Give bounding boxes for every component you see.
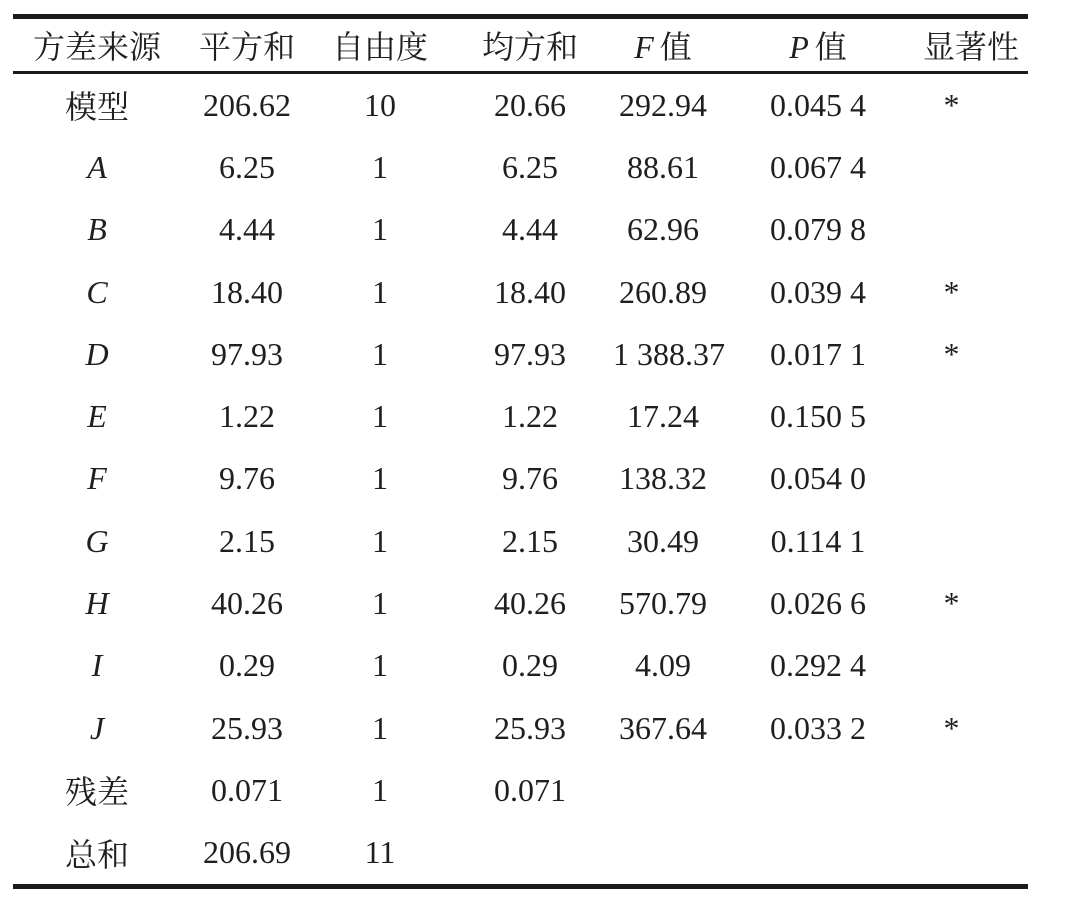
table-row bbox=[13, 136, 1028, 198]
cell-p-value: 0.026 6 bbox=[770, 585, 866, 622]
cell-source: G bbox=[85, 522, 109, 559]
cell-f-value: 30.49 bbox=[627, 522, 699, 559]
column-header-f-value bbox=[613, 17, 713, 73]
cell-f-value bbox=[613, 759, 713, 821]
cell-source: 残差 bbox=[64, 774, 129, 811]
cell-f-value: 88.61 bbox=[627, 148, 699, 185]
cell-mean-square: 4.44 bbox=[502, 211, 558, 248]
cell-f-value: 62.96 bbox=[627, 211, 699, 248]
cell-significance: * bbox=[943, 585, 960, 622]
table-header bbox=[13, 17, 1028, 73]
table-row bbox=[13, 697, 1028, 759]
cell-source: A bbox=[87, 148, 107, 185]
cell-degrees-of-freedom: 1 bbox=[372, 522, 388, 559]
cell-source: D bbox=[85, 335, 109, 372]
table-body bbox=[13, 73, 1028, 887]
column-header-sum-of-squares bbox=[181, 17, 313, 73]
cell-sum-of-squares: 4.44 bbox=[219, 211, 275, 248]
cell-sum-of-squares: 0.29 bbox=[219, 647, 275, 684]
cell-source: H bbox=[85, 585, 109, 622]
cell-degrees-of-freedom: 10 bbox=[364, 86, 396, 123]
table-row bbox=[13, 199, 1028, 261]
cell-p-value: 0.017 1 bbox=[770, 335, 866, 372]
cell-degrees-of-freedom: 1 bbox=[372, 709, 388, 746]
table-row bbox=[13, 448, 1028, 510]
cell-degrees-of-freedom: 1 bbox=[372, 647, 388, 684]
column-header-degrees-of-freedom bbox=[313, 17, 447, 73]
cell-mean-square: 2.15 bbox=[502, 522, 558, 559]
header-label: 显著性 bbox=[923, 29, 1020, 65]
table-row bbox=[13, 822, 1028, 887]
cell-p-value: 0.033 2 bbox=[770, 709, 866, 746]
cell-p-value: 0.054 0 bbox=[770, 460, 866, 497]
cell-degrees-of-freedom: 1 bbox=[372, 273, 388, 310]
column-header-mean-square bbox=[447, 17, 613, 73]
f-symbol: F bbox=[634, 29, 654, 65]
cell-mean-square: 0.071 bbox=[494, 771, 566, 808]
table-row bbox=[13, 261, 1028, 323]
cell-significance bbox=[923, 510, 1028, 572]
cell-f-value: 4.09 bbox=[635, 647, 691, 684]
cell-f-value: 292.94 bbox=[619, 86, 707, 123]
cell-source: I bbox=[91, 647, 103, 684]
cell-sum-of-squares: 9.76 bbox=[219, 460, 275, 497]
cell-sum-of-squares: 2.15 bbox=[219, 522, 275, 559]
cell-mean-square: 97.93 bbox=[494, 335, 566, 372]
cell-p-value: 0.067 4 bbox=[770, 148, 866, 185]
cell-mean-square: 20.66 bbox=[494, 86, 566, 123]
cell-mean-square: 0.29 bbox=[502, 647, 558, 684]
header-label: 值 bbox=[659, 29, 692, 65]
cell-degrees-of-freedom: 1 bbox=[372, 211, 388, 248]
cell-degrees-of-freedom: 1 bbox=[372, 148, 388, 185]
cell-mean-square: 6.25 bbox=[502, 148, 558, 185]
cell-sum-of-squares: 206.62 bbox=[203, 86, 291, 123]
cell-mean-square: 25.93 bbox=[494, 709, 566, 746]
column-header-significance bbox=[923, 17, 1028, 73]
cell-mean-square bbox=[447, 822, 613, 887]
cell-sum-of-squares: 25.93 bbox=[211, 709, 283, 746]
cell-significance bbox=[923, 822, 1028, 887]
cell-f-value bbox=[613, 822, 713, 887]
cell-f-value: 570.79 bbox=[619, 585, 707, 622]
cell-degrees-of-freedom: 1 bbox=[372, 585, 388, 622]
cell-mean-square: 40.26 bbox=[494, 585, 566, 622]
header-label: 方差来源 bbox=[32, 29, 161, 65]
cell-p-value: 0.150 5 bbox=[770, 398, 866, 435]
cell-sum-of-squares: 0.071 bbox=[211, 771, 283, 808]
cell-significance: * bbox=[943, 709, 960, 746]
header-label: 平方和 bbox=[198, 29, 295, 65]
cell-source: 模型 bbox=[64, 89, 129, 126]
cell-significance bbox=[923, 385, 1028, 447]
cell-mean-square: 9.76 bbox=[502, 460, 558, 497]
cell-significance: * bbox=[943, 86, 960, 123]
cell-degrees-of-freedom: 1 bbox=[372, 460, 388, 497]
cell-source: B bbox=[87, 211, 107, 248]
cell-f-value: 1 388.37 bbox=[613, 335, 725, 372]
cell-p-value bbox=[713, 822, 923, 887]
table-row bbox=[13, 385, 1028, 447]
header-label: 均方和 bbox=[481, 29, 578, 65]
cell-degrees-of-freedom: 11 bbox=[364, 834, 396, 871]
cell-source: 总和 bbox=[64, 836, 129, 873]
cell-degrees-of-freedom: 1 bbox=[372, 335, 388, 372]
header-label: 值 bbox=[814, 29, 847, 65]
cell-significance: * bbox=[943, 273, 960, 310]
cell-source: C bbox=[86, 273, 108, 310]
cell-degrees-of-freedom: 1 bbox=[372, 398, 388, 435]
table-row bbox=[13, 323, 1028, 385]
column-header-source bbox=[13, 17, 181, 73]
cell-degrees-of-freedom: 1 bbox=[372, 771, 388, 808]
cell-significance bbox=[923, 635, 1028, 697]
table-row bbox=[13, 759, 1028, 821]
cell-f-value: 17.24 bbox=[627, 398, 699, 435]
cell-sum-of-squares: 40.26 bbox=[211, 585, 283, 622]
cell-sum-of-squares: 97.93 bbox=[211, 335, 283, 372]
cell-mean-square: 1.22 bbox=[502, 398, 558, 435]
cell-source: J bbox=[89, 709, 105, 746]
cell-f-value: 367.64 bbox=[619, 709, 707, 746]
cell-source: F bbox=[87, 460, 107, 497]
table-row bbox=[13, 635, 1028, 697]
table-row bbox=[13, 510, 1028, 572]
cell-significance bbox=[923, 199, 1028, 261]
cell-sum-of-squares: 18.40 bbox=[211, 273, 283, 310]
cell-sum-of-squares: 206.69 bbox=[203, 834, 291, 871]
cell-sum-of-squares: 6.25 bbox=[219, 148, 275, 185]
cell-p-value: 0.292 4 bbox=[770, 647, 866, 684]
cell-mean-square: 18.40 bbox=[494, 273, 566, 310]
cell-significance bbox=[923, 448, 1028, 510]
cell-significance bbox=[923, 136, 1028, 198]
anova-table bbox=[13, 14, 1028, 889]
cell-p-value: 0.045 4 bbox=[770, 86, 866, 123]
table-row bbox=[13, 572, 1028, 634]
cell-f-value: 138.32 bbox=[619, 460, 707, 497]
cell-p-value: 0.079 8 bbox=[770, 211, 866, 248]
column-header-p-value bbox=[713, 17, 923, 73]
cell-f-value: 260.89 bbox=[619, 273, 707, 310]
cell-p-value: 0.114 1 bbox=[770, 522, 866, 559]
cell-significance bbox=[923, 759, 1028, 821]
cell-p-value: 0.039 4 bbox=[770, 273, 866, 310]
p-symbol: P bbox=[789, 29, 809, 65]
header-row bbox=[13, 17, 1028, 73]
header-label: 自由度 bbox=[331, 29, 428, 65]
cell-p-value bbox=[713, 759, 923, 821]
cell-sum-of-squares: 1.22 bbox=[219, 398, 275, 435]
table-row bbox=[13, 73, 1028, 137]
cell-significance: * bbox=[943, 335, 960, 372]
cell-source: E bbox=[87, 398, 107, 435]
